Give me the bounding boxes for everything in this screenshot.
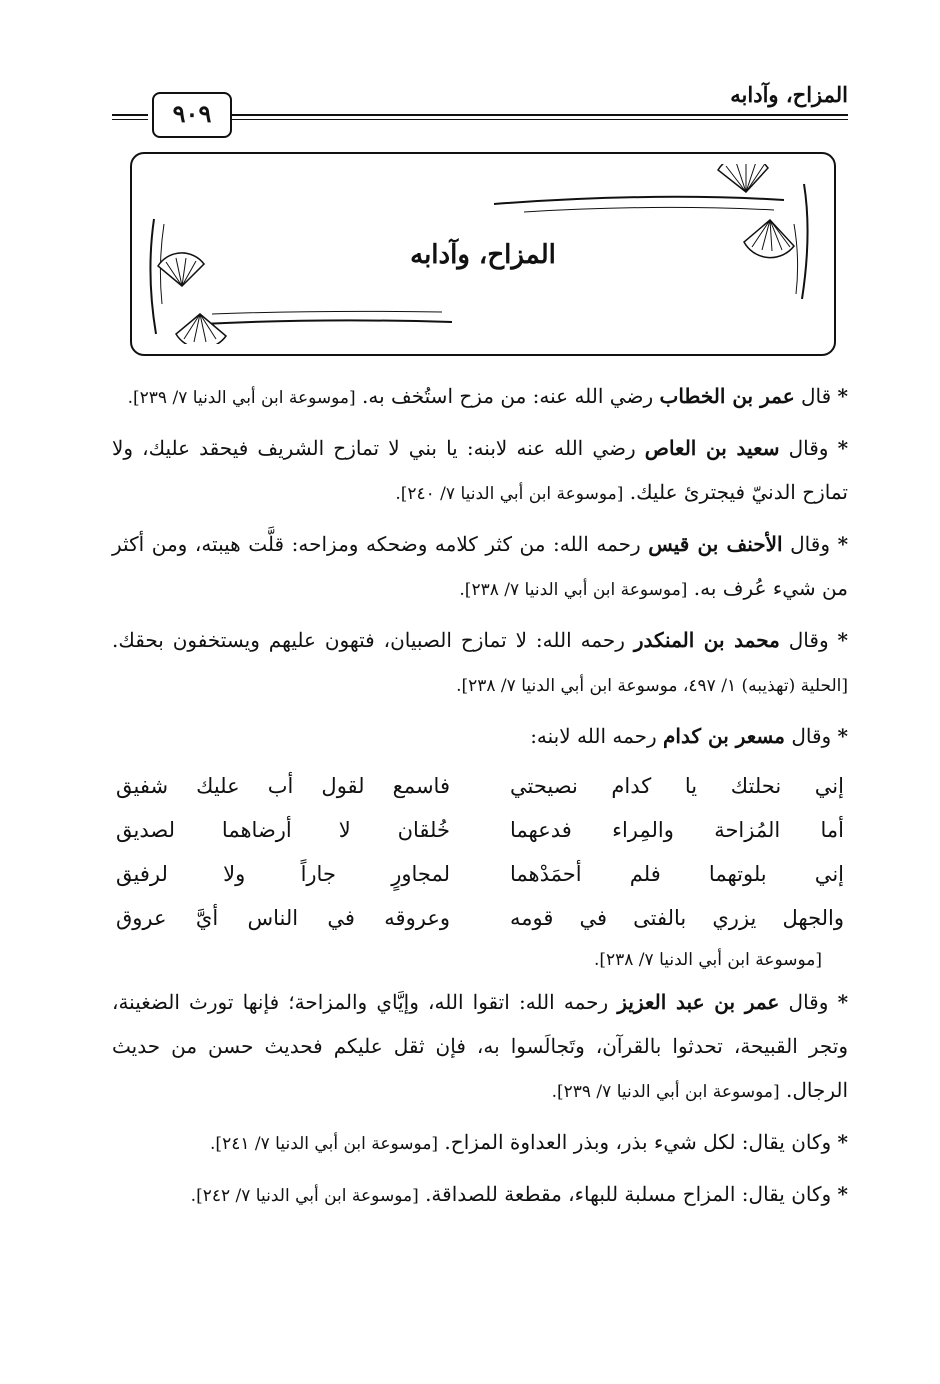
honorific: رضي الله عنه <box>539 384 654 408</box>
bullet-star: * <box>837 990 849 1014</box>
paragraph-text: لابنه: يا بني لا تمازح الشريف فيحقد عليك، ولا تمازح الدنيّ فيجترئ عليك. <box>112 436 848 504</box>
person-name: سعيد بن العاص <box>644 436 780 460</box>
paragraph-intro: وقال <box>788 436 829 460</box>
page-header <box>112 78 848 128</box>
paragraph-text: وكان يقال: المزاح مسلبة للبهاء، مقطعة للصداقة. <box>425 1182 832 1206</box>
verse-first-hemistich: إني نحلتك يا كدام نصيحتي <box>510 774 844 798</box>
paragraph <box>112 618 848 708</box>
paragraph <box>112 426 848 516</box>
verse-first-hemistich: أما المُزاحة والمِراء فدعهما <box>510 818 844 842</box>
paragraph-text: : من كثر كلامه وضحكه ومزاحه: قلَّت هيبته، ومن أكثر من شيء عُرف به. <box>112 532 848 600</box>
chapter-title-frame <box>130 152 836 356</box>
person-name: الأحنف بن قيس <box>648 532 783 556</box>
chapter-title: المزاح، وآدابه <box>410 240 556 270</box>
bullet-star: * <box>837 628 849 652</box>
shell-ornament-icon <box>484 164 824 304</box>
poem <box>112 764 848 940</box>
shell-ornament-icon <box>142 214 462 344</box>
verse-second-hemistich: وعروقه في الناس أيَّ عروق <box>116 906 450 930</box>
citation: [الحلية (تهذيبه) ١/ ٤٩٧، موسوعة ابن أبي الدنيا ٧/ ٢٣٨]. <box>456 676 848 696</box>
paragraph-intro: وقال <box>791 724 832 748</box>
citation: [موسوعة ابن أبي الدنيا ٧/ ٢٣٩]. <box>127 388 356 408</box>
person-name: محمد بن المنكدر <box>633 628 780 652</box>
bullet-star: * <box>837 724 848 748</box>
citation: [موسوعة ابن أبي الدنيا ٧/ ٢٣٨]. <box>459 580 688 600</box>
verse-second-hemistich: فاسمع لقول أب عليك شفيق <box>116 774 450 798</box>
honorific: رحمه الله <box>577 724 657 748</box>
person-name: عمر بن عبد العزيز <box>617 990 780 1014</box>
paragraph <box>112 1120 848 1166</box>
paragraph-text: : من مزح استُخف به. <box>362 384 540 408</box>
verse-second-hemistich: خُلقان لا أرضاهما لصديق <box>116 818 450 842</box>
running-title: المزاح، وآدابه <box>730 82 848 107</box>
paragraph-text: وكان يقال: لكل شيء بذر، وبذر العداوة المزاح. <box>444 1130 832 1154</box>
honorific: رحمه الله <box>542 628 625 652</box>
paragraph <box>112 1172 848 1218</box>
page-body <box>112 374 848 1224</box>
citation: [موسوعة ابن أبي الدنيا ٧/ ٢٣٨]. <box>593 950 822 970</box>
bullet-star: * <box>837 1182 848 1206</box>
verse-second-hemistich: لمجاورٍ جاراً ولا لرفيق <box>116 862 450 886</box>
person-name: عمر بن الخطاب <box>659 384 795 408</box>
bullet-star: * <box>837 384 848 408</box>
header-rule <box>232 114 848 120</box>
header-rule-short <box>112 114 148 120</box>
paragraph-text: : لا تمازح الصبيان، فتهون عليهم ويستخفون بحقك. <box>112 628 543 652</box>
paragraph-intro: وقال <box>790 532 830 556</box>
honorific: رحمه الله <box>559 532 641 556</box>
paragraph <box>112 522 848 612</box>
paragraph-intro: وقال <box>788 628 829 652</box>
paragraph-text: : اتقوا الله، وإيَّاي والمزاحة؛ فإنها تورث الضغينة، وتجر القبيحة، تحدثوا بالقرآن، وتَجالَسوا به، فإن ثقل عليكم فحديث حسن من حديث الرجال. <box>112 990 848 1102</box>
citation: [موسوعة ابن أبي الدنيا ٧/ ٢٤٠]. <box>395 484 624 504</box>
bullet-star: * <box>837 532 849 556</box>
paragraph-intro: قال <box>800 384 832 408</box>
person-name: مسعر بن كدام <box>663 724 785 748</box>
citation: [موسوعة ابن أبي الدنيا ٧/ ٢٤١]. <box>210 1134 439 1154</box>
paragraph <box>112 980 848 1114</box>
bullet-star: * <box>837 1130 848 1154</box>
paragraph-intro: وقال <box>788 990 829 1014</box>
honorific: رحمه الله <box>525 990 609 1014</box>
citation: [موسوعة ابن أبي الدنيا ٧/ ٢٣٩]. <box>551 1082 780 1102</box>
paragraph-text: لابنه: <box>530 724 571 748</box>
citation: [موسوعة ابن أبي الدنيا ٧/ ٢٤٢]. <box>190 1186 419 1206</box>
paragraph <box>112 374 848 420</box>
verse-first-hemistich: والجهل يزري بالفتى في قومه <box>510 906 844 930</box>
honorific: رضي الله عنه <box>516 436 636 460</box>
verse-first-hemistich: إني بلوتهما فلم أحمَدْهما <box>510 862 844 886</box>
paragraph <box>112 714 848 758</box>
page-number: ٩٠٩ <box>152 92 232 138</box>
bullet-star: * <box>837 436 849 460</box>
